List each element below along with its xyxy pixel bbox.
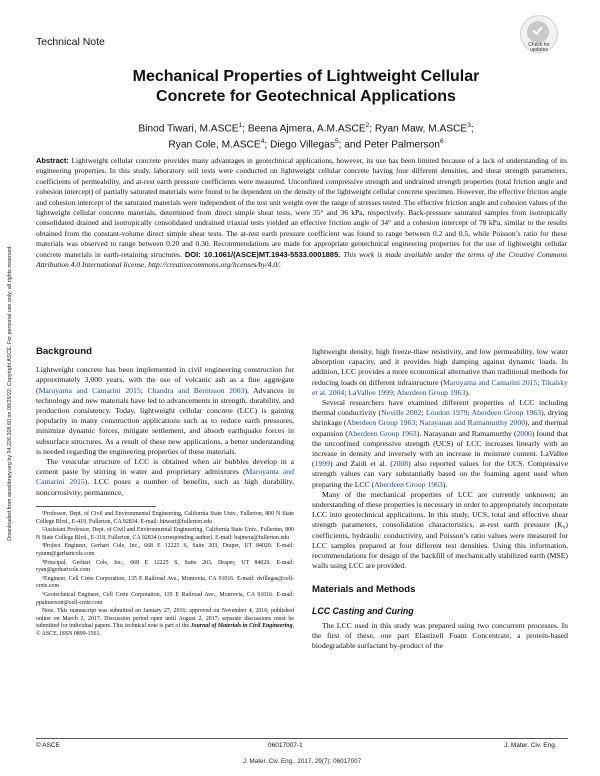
check-for-updates-badge[interactable]	[520, 15, 558, 53]
citation-link[interactable]: Aberdeen Group 1963	[471, 408, 542, 418]
journal-name: Journal of Materials in Civil Engineering	[190, 623, 293, 630]
abstract	[36, 156, 567, 270]
footer-divider	[36, 738, 568, 739]
text-run: ;	[537, 377, 542, 387]
text-run: ;	[140, 385, 148, 395]
citation-link[interactable]: Maruyama and Camarini 2015	[36, 467, 294, 487]
section-label: Technical Note	[36, 36, 105, 48]
citation-link[interactable]: Narayanan and Ramamurthy 2000	[419, 418, 526, 428]
author-affil: 5	[334, 138, 339, 146]
title-line-1: Mechanical Properties of Lightweight Cellular	[132, 68, 480, 85]
citation-link[interactable]: Aberdeen Group 1963	[347, 428, 417, 438]
text-run: , © ASCE, ISSN 0899-1561.	[36, 623, 295, 637]
title-line-2: Concrete for Geotechnical Applications	[156, 88, 456, 105]
footnote: ¹Professor, Dept. of Civil and Environmental Engineering, California State Univ., Fullerton, 800 N State College Blvd., E-419, Fullerton, CA 92834. E-mail: btiwari@fullerton.edu	[36, 511, 294, 525]
footnote: ⁴Principal, Gerhart Cole, Inc., 668 E 12225 S, Suite 203, Draper, UT 84020. E-mail: ryan@gerhartcole.com	[36, 559, 294, 574]
text-run: ). Narayanan and Ramamurthy (	[416, 428, 517, 438]
left-column	[36, 347, 294, 498]
text-run: ) found that the unconfined compressive strength (UCS) of LCC increases linearly with an increase in density and inversely with an increase in moisture content. LaVallee (	[312, 428, 568, 469]
author-name: Binod Tiwari, M.ASCE	[138, 123, 239, 135]
section-heading-materials: Materials and Methods	[312, 584, 416, 596]
citation-link[interactable]: Aberdeen Group 1963	[374, 479, 443, 489]
citation-link[interactable]: 2000	[516, 428, 532, 438]
citation-link[interactable]: Maruyama and Camarini 2015	[38, 385, 141, 395]
text-run: Note. This manuscript was submitted on January 27, 2016; approved on November 4, 2016; published online on March 2, 2017. Discussion period open until August 2, 2017; separate discussions must be submitted for individual papers. This technical note is part of the	[36, 608, 294, 630]
text-run: ), drying shrinkage (	[312, 408, 568, 428]
author-name: Diego Villegas	[270, 139, 335, 151]
citation-link[interactable]: Tikalsky et al. 2004	[312, 377, 568, 397]
license-note: This work is made available under the terms of the Creative Commons Attribution 4.0 International license, http://creativecommons.org/licenses/by/4.0/.	[36, 249, 568, 270]
author-affil: 2	[365, 122, 370, 129]
footnote-divider	[36, 506, 156, 507]
footnote: ⁵Engineer, Cell Crete Corporation, 135 E Railroad Ave., Monrovia, CA 91016. E-mail: dvillegas@cell-crete.com	[36, 575, 294, 590]
text-run: The vesicular structure of LCC is obtained when air bubbles develop in a cement paste by stirring in water and proprietary admixtures (	[36, 457, 294, 477]
author-name: Ryan Cole, M.ASCE	[168, 139, 261, 151]
manuscript-note	[36, 608, 294, 638]
citation-link[interactable]: 2008	[392, 459, 409, 469]
paragraph	[36, 457, 294, 498]
footnotes	[36, 511, 294, 640]
text-run: ).	[465, 387, 470, 397]
abstract-label: Abstract:	[36, 156, 69, 165]
footnote: ⁶Geotechnical Engineer, Cell Crete Corporation, 135 E Railroad Ave., Monrovia, CA 91016. E-mail: ppalmerson@cell-crete.com	[36, 591, 294, 606]
badge-line1: Check for	[528, 42, 550, 48]
text-run: ;	[421, 408, 426, 418]
right-column	[312, 347, 568, 651]
text-run: ) also reported values for the UCS. Compressive strength values can vary substantially based on the foaming agent used when preparing the LCC (	[312, 459, 568, 489]
author-affil: 4	[260, 138, 265, 146]
text-run: ) and Zaidi et al. (	[329, 459, 393, 469]
text-run: lightweight density, high freeze-thaw resistivity, and low permeability, low water absorption capacity, and it provides high damping against dynamic loads. In addition, LCC provides a more economical alternative than traditional methods for reducing loads on different infrastructure (	[312, 347, 568, 387]
text-run: ;	[344, 387, 349, 397]
paper-title	[36, 67, 576, 107]
text-run: ). LCC poses a number of benefits, such as high durability, noncorrosivity, permanence,	[36, 477, 295, 497]
author-sep: ;	[369, 123, 375, 135]
text-run: ), and thermal expansion (	[312, 418, 569, 438]
text-run: Lightweight concrete has been implemented in civil engineering construction for approximately 3,000 years, with the use of volcanic ash as a fine aggregate (	[36, 365, 294, 395]
abstract-text: Lightweight cellular concrete provides many advantages in geotechnical applications, however, its use has been limited because of a lack of understanding of its engineering properties. In this study, laboratory soil tests were conducted on lightweight cellular concrete having four different densities, and shear strength parameters, coefficients of permeability, and at-rest earth pressure coefficients were measured. Unconfined compressive strength and undrained strength properties (total friction angle and cohesion intercept) of partially saturated materials were found to be dependent on the density of the lightweight cellular concrete specimen. However, the effective friction angle and cohesion intercept of the saturated materials were independent of the test unit weight over the range of stresses tested. The effective friction angle and cohesion values of the lightweight cellular concrete materials, determined from direct simple shear tests, were 35° and 36 kPa, respectively. Back-pressure saturated samples from isotropically consolidated drained and isotropically consolidated undrained triaxial tests yielded an effective friction angle of 34° and a cohesion intercept of 78 kPa, similar to the results obtained from the constant-volume direct simple shear tests. The at-rest earth pressure coefficient was found to range between 0.2 and 0.5, while Poisson’s ratio for these materials was observed to range between 0.20 and 0.30. Recommendations are made for appropriate geotechnical engineering properties for the use of lightweight cellular concrete materials in earth-retaining structures.	[36, 156, 567, 259]
text-run: ;	[415, 418, 420, 428]
footer-article-number: 06017007-1	[268, 742, 303, 749]
author-name: Peter Palmerson	[364, 139, 440, 151]
citation-link[interactable]: Neville 2002	[381, 408, 422, 418]
paragraph	[312, 347, 568, 398]
citation-link[interactable]: Chandra and Berntsson 2003	[147, 385, 245, 395]
citation-link[interactable]: Loudon 1979	[425, 408, 468, 418]
author-affil: 1	[238, 122, 243, 129]
paragraph	[36, 365, 294, 457]
doi-link[interactable]: DOI: 10.1061/(ASCE)MT.1943-5533.0001885.	[184, 249, 341, 259]
author-affil: 6	[439, 138, 444, 146]
author-sep: ;	[470, 123, 474, 135]
footer-journal: J. Mater. Civ. Eng.	[504, 742, 557, 749]
citation-footer: J. Mater. Civ. Eng., 2017, 29(7): 06017007	[242, 758, 362, 765]
citation-link[interactable]: LaVallee 1999	[348, 387, 393, 397]
text-run: ;	[467, 408, 472, 418]
author-affil: 3	[467, 122, 471, 129]
text-run: ;	[392, 387, 397, 397]
download-sidebar-note: Downloaded from ascelibrary.org by 34.226.208.60 on 08/25/22. Copyright ASCE. For personal use only; all rights reserved.	[7, 245, 13, 541]
footnote: ²Assistant Professor, Dept. of Civil and Environmental Engineering, California State Univ., Fullerton, 800 N State College Blvd., E-318, Fullerton, CA 92834 (corresponding author). E-mail: bajmera@fullerton.edu	[36, 527, 294, 541]
paragraph	[312, 398, 568, 490]
footnote: ³Project Engineer, Gerhart Cole, Inc., 668 E 12225 S, Suite 203, Draper, UT 84020. E-mail: ryanm@gerhartcole.com	[36, 543, 294, 557]
citation-link[interactable]: Aberdeen Group 1963	[346, 418, 416, 428]
citation-link[interactable]: Aberdeen Group 1963	[396, 387, 466, 397]
subsection-heading-casting: LCC Casting and Curing	[312, 605, 414, 616]
footer-copyright: © ASCE	[36, 742, 60, 749]
paragraph: The LCC used in this study was prepared using two concurrent processes. In the first of these, one part Elastizell Foam Concentrate, a protein-based biodegradable surfactant by-product of the	[312, 620, 568, 651]
author-sep: ;	[242, 123, 248, 135]
citation-link[interactable]: Maruyama and Camarini 2015	[443, 377, 538, 387]
author-name: Ryan Maw, M.ASCE	[374, 123, 468, 135]
author-sep: ; and	[338, 139, 365, 151]
text-run: ).	[442, 479, 448, 489]
text-run: ). Advances in technology and new materials have led to advancements in strength, durability, and production consistency. Today, lightweight cellular concrete (LCC) is gaining popularity in many construction applications such as to reduce earth pressures, minimize dynamic forces, mitigate settlement, and absorb earthquake forces in subsurface structures. As a result of these new applications, a better understanding is needed regarding the engineering properties of these materials.	[36, 385, 294, 456]
section-heading-background: Background	[36, 346, 92, 357]
author-sep: ;	[264, 139, 270, 151]
badge-line2: updates	[530, 47, 548, 53]
author-list	[36, 119, 576, 152]
check-icon	[532, 25, 543, 36]
citation-link[interactable]: 1999	[314, 459, 330, 469]
author-name: Beena Ajmera, A.M.ASCE	[247, 123, 366, 135]
paragraph: Many of the mechanical properties of LCC are currently unknown; an understanding of these properties is necessary in order to appropriately incorporate LCC into geotechnical applications. In this study, UCS, total and effective shear strength parameters, consolidation characteristics, at-rest earth pressure (K₀) coefficients, hydraulic conductivity, and Poisson’s ratio values were measured for LCC samples prepared at four different test densities. Using this information, recommendations for design of the backfill of mechanically stabilized earth (MSE) walls using LCC are provided.	[312, 489, 568, 571]
text-run: Several researchers have examined different properties of LCC including thermal conductivity (	[312, 398, 568, 418]
